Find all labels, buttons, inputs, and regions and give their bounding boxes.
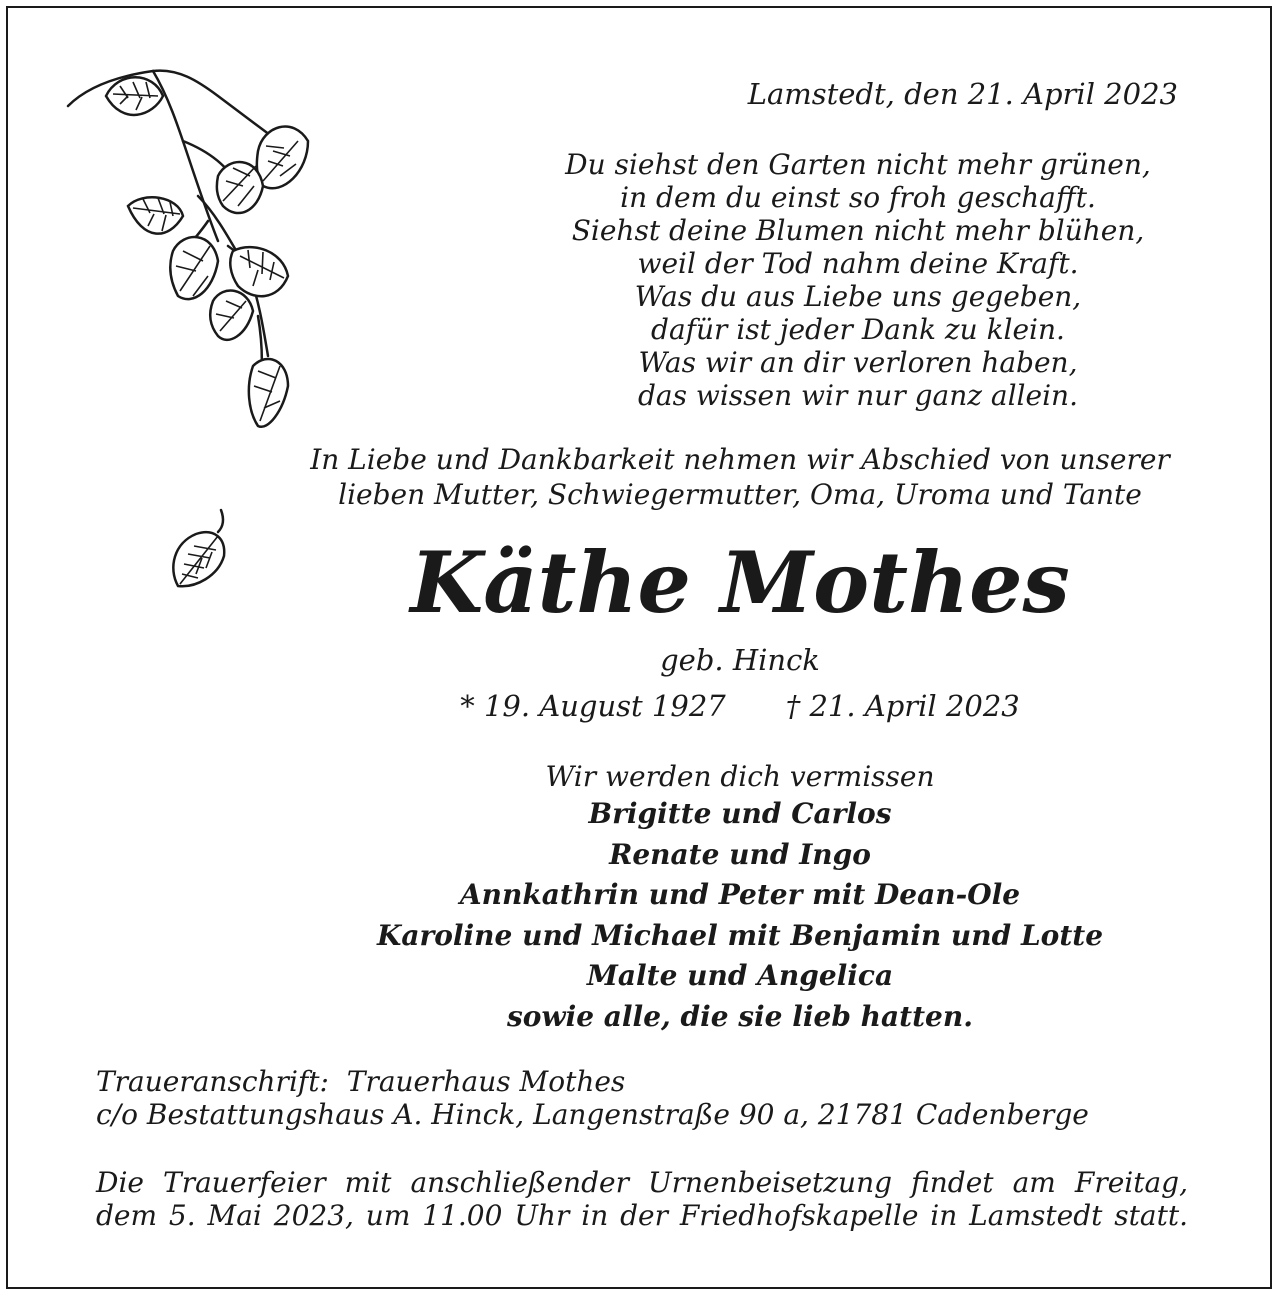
birch-branch-icon [58, 56, 318, 446]
life-dates [270, 690, 1210, 723]
address-label: Traueranschrift: [96, 1065, 329, 1098]
obituary-notice [6, 6, 1272, 1289]
intro-line: lieben Mutter, Schwiegermutter, Oma, Uroma und Tante [338, 478, 1142, 511]
birth-date: * 19. August 1927 [460, 689, 726, 723]
service-line: Die Trauerfeier mit anschließender Urnenbeisetzung findet am Freitag, [96, 1166, 1188, 1199]
poem-line: weil der Tod nahm deine Kraft. [637, 247, 1079, 280]
mourners-list [250, 760, 1230, 1037]
mourner-name: Renate und Ingo [609, 837, 871, 871]
funeral-service-info [96, 1166, 1188, 1232]
intro-line: In Liebe und Dankbarkeit nehmen wir Abschied von unserer [310, 443, 1170, 476]
mourners-intro: Wir werden dich vermissen [545, 760, 935, 793]
service-line: dem 5. Mai 2023, um 11.00 Uhr in der Friedhofskapelle in Lamstedt statt. [96, 1199, 1188, 1232]
poem-line: Was wir an dir verloren haben, [638, 346, 1078, 379]
mourning-address [96, 1065, 1089, 1131]
poem-line: das wissen wir nur ganz allein. [638, 379, 1078, 412]
birth-name: geb. Hinck [660, 643, 820, 677]
mourner-name: Brigitte und Carlos [588, 797, 892, 830]
poem-line: Was du aus Liebe uns gegeben, [634, 280, 1082, 313]
mourner-name: Karoline und Michael mit Benjamin und Lotte [376, 918, 1104, 952]
birch-leaf-icon [166, 508, 236, 593]
poem-line: Du siehst den Garten nicht mehr grünen, [565, 148, 1151, 181]
poem-line: dafür ist jeder Dank zu klein. [651, 313, 1065, 346]
mourner-name: Annkathrin und Peter mit Dean-Ole [459, 878, 1021, 911]
poem [538, 148, 1178, 412]
death-date: † 21. April 2023 [785, 689, 1020, 723]
place-date: Lamstedt, den 21. April 2023 [747, 77, 1178, 111]
mourner-name: sowie alle, die sie lieb hatten. [507, 999, 973, 1033]
deceased-name: Käthe Mothes [410, 533, 1070, 632]
farewell-intro [270, 442, 1210, 512]
mourner-name: Malte und Angelica [586, 959, 894, 992]
address-line: c/o Bestattungshaus A. Hinck, Langenstraße 90 a, 21781 Cadenberge [96, 1098, 1089, 1131]
poem-line: Siehst deine Blumen nicht mehr blühen, [571, 214, 1145, 247]
address-house: Trauerhaus Mothes [346, 1065, 626, 1098]
poem-line: in dem du einst so froh geschafft. [620, 181, 1096, 214]
